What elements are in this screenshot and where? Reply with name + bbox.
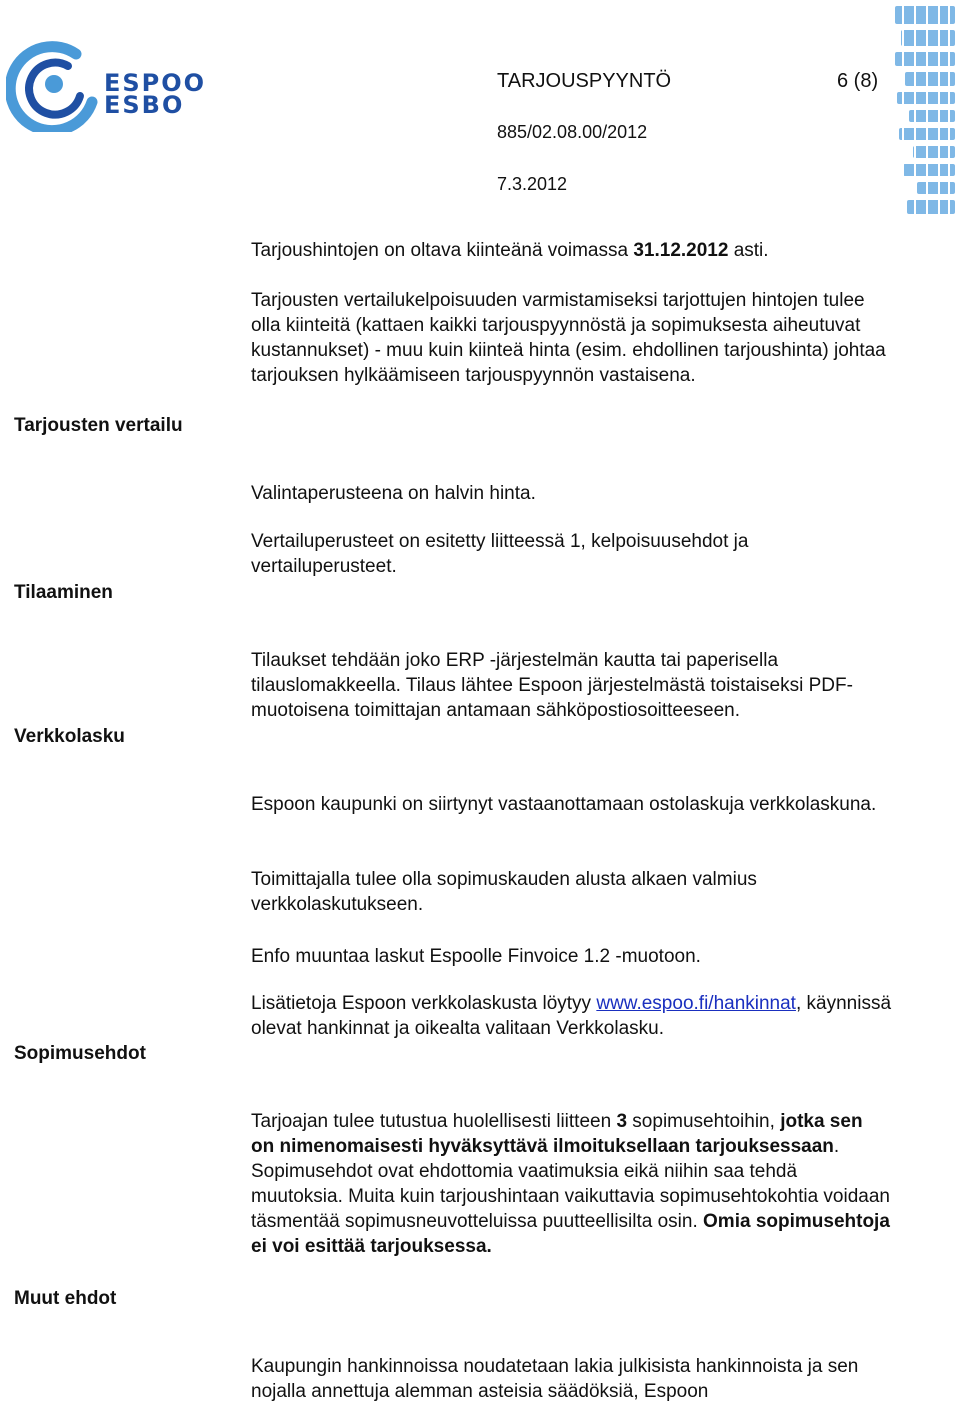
- paragraph-text: sopimusehtoihin,: [627, 1111, 781, 1132]
- paragraph-einvoice-4: [251, 991, 891, 1041]
- doc-type-title: TARJOUSPYYNTÖ: [497, 70, 672, 92]
- paragraph-text: Tarjoushintojen on oltava kiinteänä voimassa: [251, 240, 634, 261]
- paragraph-ordering: Tilaukset tehdään joko ERP -järjestelmän kautta tai paperisella tilauslomakkeella. Tilaus lähtee Espoon järjestelmästä toistaiseksi PDF- muotoisena toimittajan antamaan sähköpostiosoitteeseen.: [251, 650, 853, 721]
- paragraph-selection-criterion: Valintaperusteena on halvin hinta.: [251, 483, 536, 504]
- doc-number: 885/02.08.00/2012: [497, 122, 648, 142]
- logo-text-espoo: ESPOO: [104, 69, 207, 97]
- paragraph-other-terms: Kaupungin hankinnoissa noudatetaan lakia julkisista hankinnoista ja sen nojalla annettuja alemman asteisia säädöksiä, Espoon: [251, 1356, 859, 1402]
- paragraph-text: . Sopimusehdot ovat ehdottomia vaatimuksia eikä niihin saa tehdä muutoksia. Muita kuin tarjoushintaan vaikuttavia sopimusehtokohtia voidaan täsmentää sopimusneuvotteluissa puutteellisilta osin.: [251, 1136, 890, 1232]
- paragraph-comparison-criteria: Vertailuperusteet on esitetty liitteessä 1, kelpoisuusehdot ja vertailuperusteet.: [251, 531, 749, 577]
- decorative-corner-graphic: [893, 4, 957, 227]
- page-indicator: 6 (8): [837, 70, 879, 92]
- espoo-logo: [6, 32, 102, 137]
- bold-date: 31.12.2012: [633, 240, 729, 261]
- paragraph-text: Tarjoajan tulee tutustua huolellisesti liitteen: [251, 1111, 617, 1132]
- decorative-stripes-icon: [893, 4, 957, 222]
- paragraph-einvoice-2: Toimittajalla tulee olla sopimuskauden alusta alkaen valmius verkkolaskutukseen.: [251, 869, 757, 915]
- label-sopimusehdot: Sopimusehdot: [14, 1043, 146, 1064]
- paragraph-contract-terms: [251, 1109, 891, 1259]
- logo-text-esbo: ESBO: [104, 91, 185, 119]
- bold-acceptance-requirement: jotka sen on nimenomaisesti hyväksyttävä ilmoituksellaan tarjouksessaan: [251, 1111, 863, 1157]
- label-tilaaminen: Tilaaminen: [14, 582, 113, 603]
- hankinnat-link[interactable]: www.espoo.fi/hankinnat: [596, 993, 796, 1014]
- paragraph-text: Lisätietoja Espoon verkkolaskusta löytyy: [251, 993, 597, 1014]
- bold-no-own-terms: Omia sopimusehtoja ei voi esittää tarjouksessa.: [251, 1211, 890, 1257]
- espoo-logo-icon: [6, 32, 102, 132]
- doc-date: 7.3.2012: [497, 174, 568, 194]
- logo-wordmark: [104, 69, 207, 119]
- paragraph-price-fixed: [251, 238, 891, 263]
- label-muut-ehdot: Muut ehdot: [14, 1288, 117, 1309]
- paragraph-comparability: Tarjousten vertailukelpoisuuden varmistamiseksi tarjottujen hintojen tulee olla kiinteitä (kattaen kaikki tarjouspyynnöstä ja sopimuksesta aiheutuvat kustannukset) - muu kuin kiinteä hinta (esim. ehdollinen tarjoushinta) johtaa tarjouksen hylkäämiseen tarjouspyynnön vastaisena.: [251, 290, 886, 386]
- bold-attachment-number: 3: [616, 1111, 628, 1132]
- label-tarjousten-vertailu: Tarjousten vertailu: [14, 415, 183, 436]
- paragraph-einvoice-1: Espoon kaupunki on siirtynyt vastaanottamaan ostolaskuja verkkolaskuna.: [251, 794, 877, 815]
- paragraph-einvoice-3: Enfo muuntaa laskut Espoolle Finvoice 1.2 -muotoon.: [251, 946, 701, 967]
- paragraph-text: , käynnissä olevat hankinnat ja oikealta valitaan Verkkolasku.: [251, 993, 892, 1039]
- label-verkkolasku: Verkkolasku: [14, 726, 125, 747]
- paragraph-text: asti.: [728, 240, 769, 261]
